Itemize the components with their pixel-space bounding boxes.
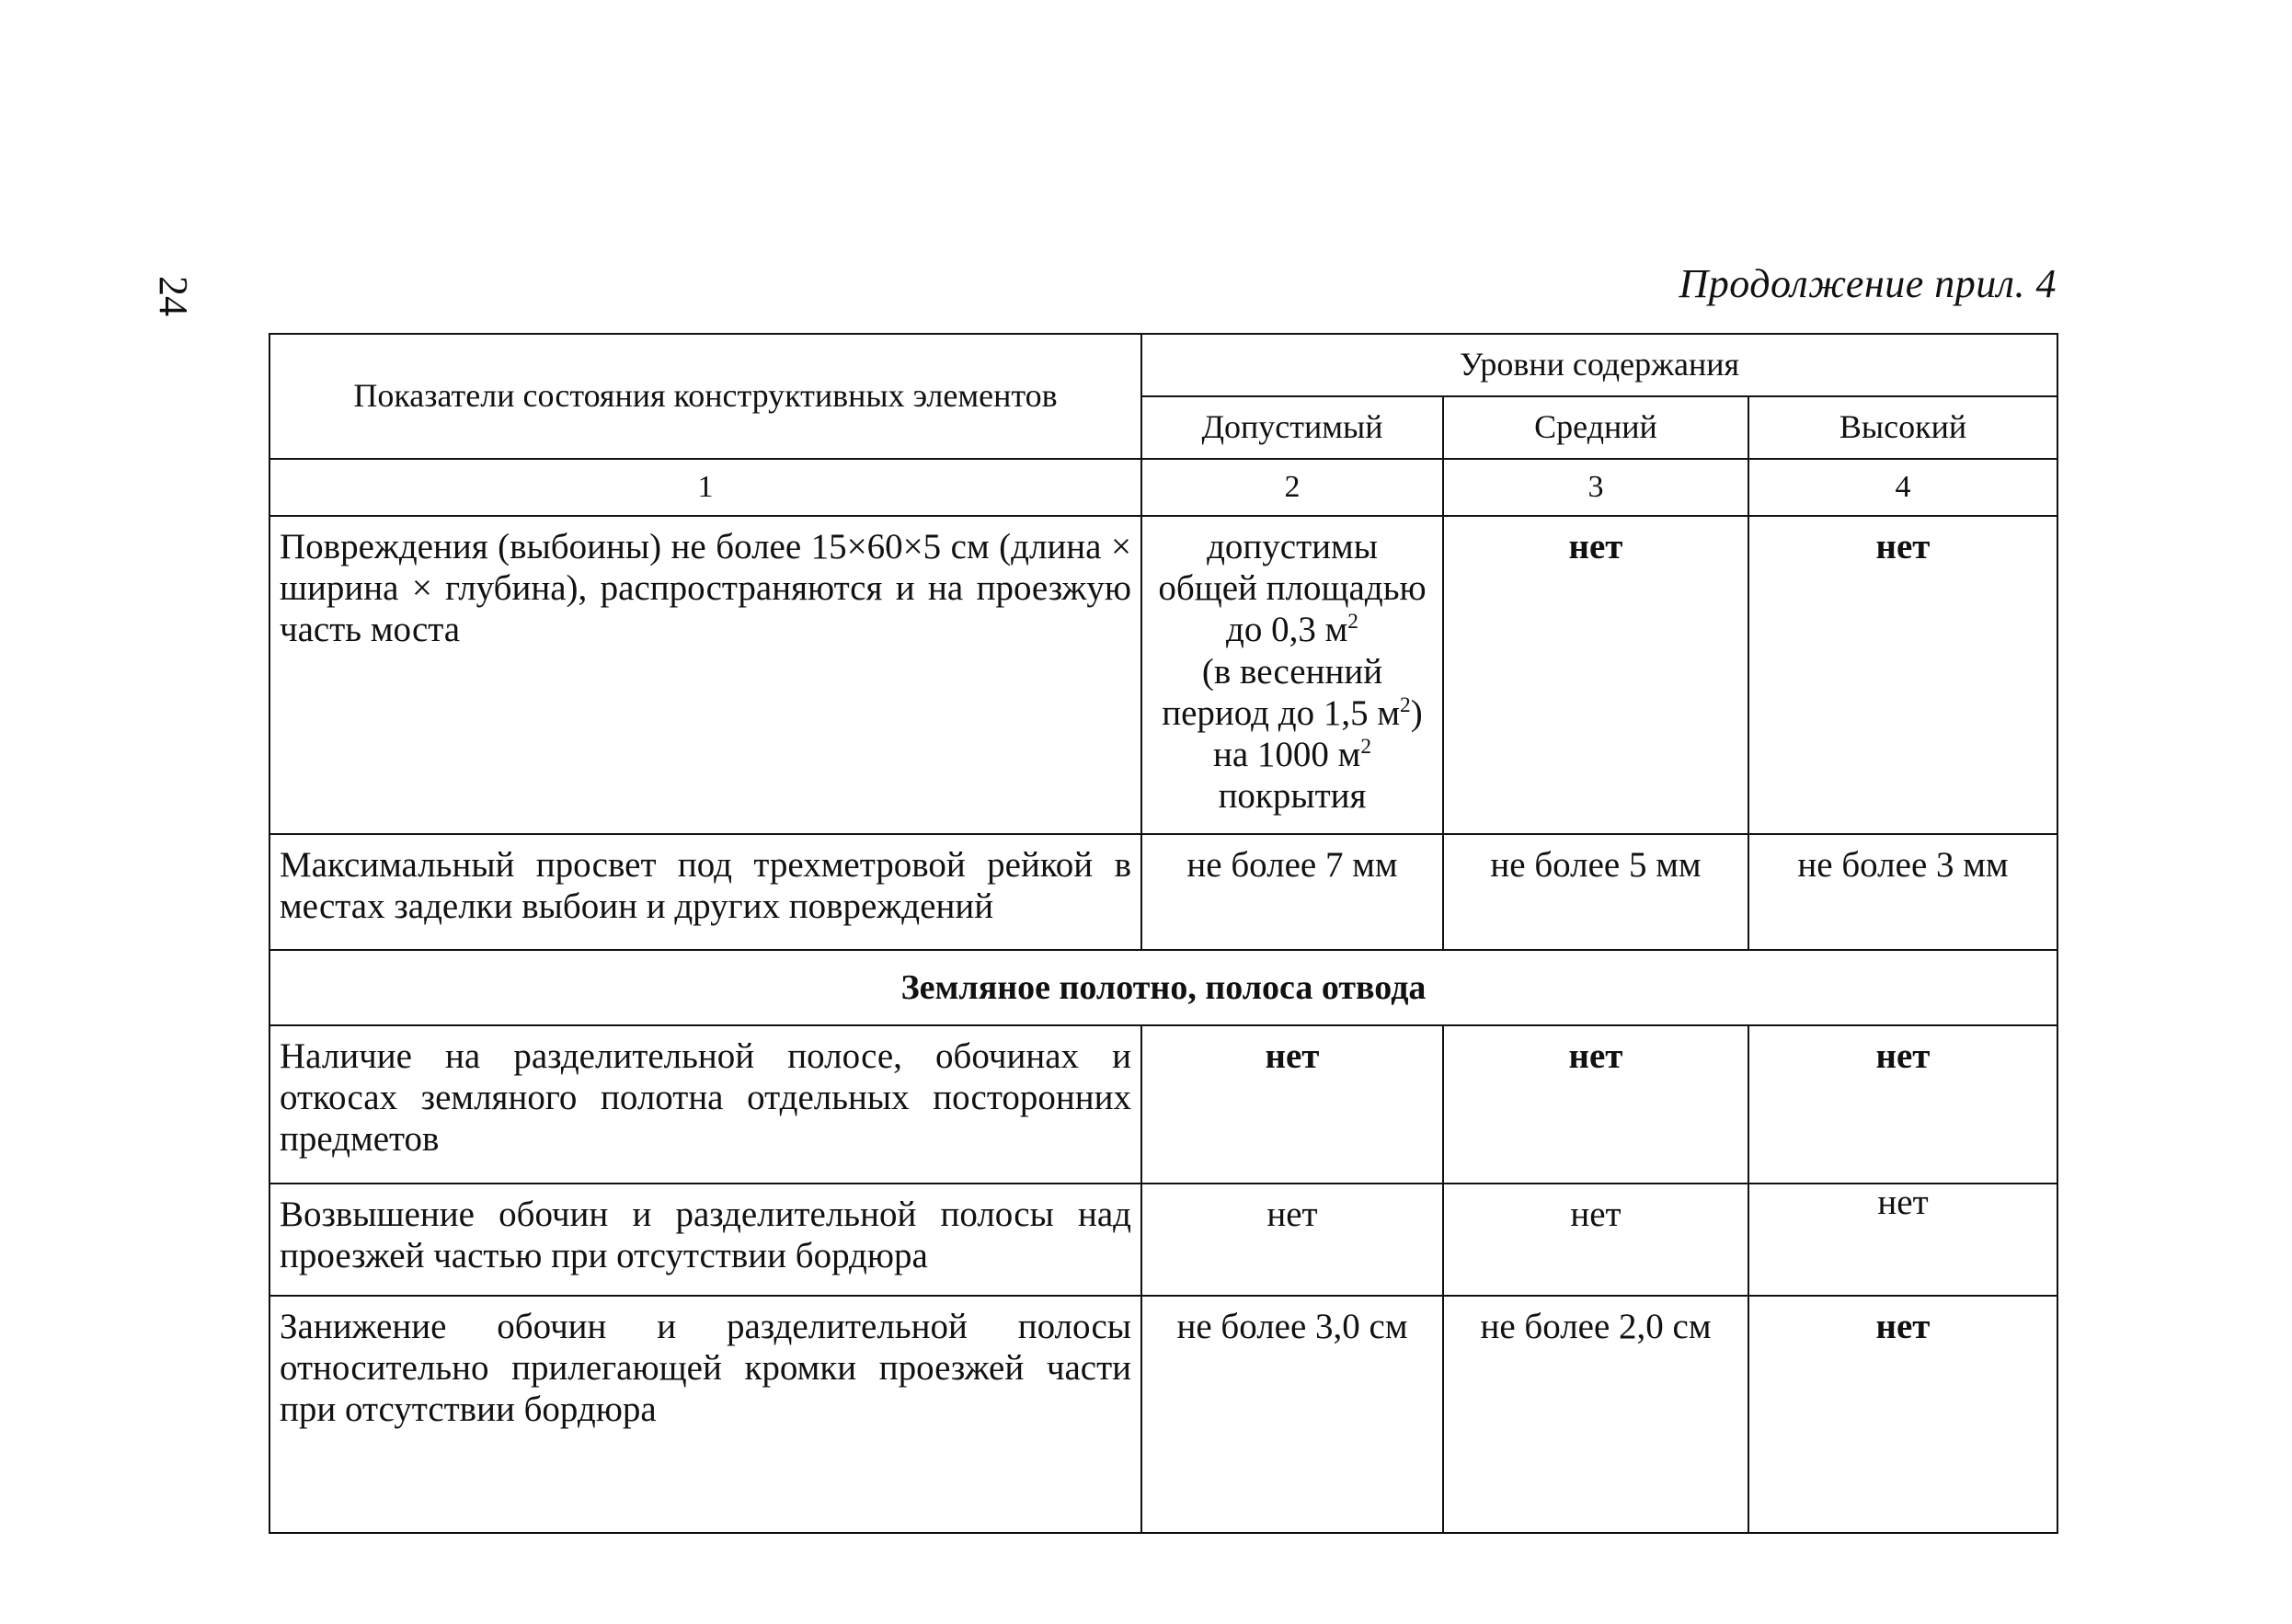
section-row [269, 950, 2057, 1025]
table-row [269, 1025, 2057, 1184]
row-medium-value: нет [1443, 1184, 1748, 1296]
column-number-4: 4 [1748, 459, 2057, 516]
row-allowable-value: нет [1141, 1184, 1443, 1296]
allowable-line: допустимы [1207, 527, 1378, 566]
row-medium-value: нет [1443, 516, 1748, 834]
allowable-line: (в весенний [1201, 651, 1383, 692]
conditions-table [269, 333, 2058, 1534]
column-number-1: 1 [269, 459, 1141, 516]
allowable-line: до 0,3 $м^2$ [1226, 610, 1358, 650]
table-row [269, 1184, 2057, 1296]
row-allowable-value: не более 7 мм [1141, 834, 1443, 950]
header-indicators: Показатели состояния конструктивных элементов [269, 334, 1141, 459]
header-levels: Уровни содержания [1141, 334, 2057, 396]
row-description: Максимальный просвет под трехметровой рейкой в местах заделки выбоин и других повреждений [269, 834, 1141, 950]
table-row [269, 516, 2057, 834]
continuation-label: Продолжение прил. 4 [1679, 261, 2057, 306]
section-title: Земляное полотно, полоса отвода [269, 950, 2057, 1025]
row-medium-value: не более 2,0 см [1443, 1296, 1748, 1533]
allowable-line: период до 1,5 $м^2$) [1162, 692, 1423, 733]
column-number-2: 2 [1141, 459, 1443, 516]
row-description: Занижение обочин и разделительной полосы относительно прилегающей кромки проезжей части при отсутствии бордюра [269, 1296, 1141, 1533]
row-allowable-value: нет [1141, 1025, 1443, 1184]
header-level-high: Высокий [1748, 396, 2057, 459]
row-medium-value: нет [1443, 1025, 1748, 1184]
header-row-top [269, 334, 2057, 396]
header-level-medium: Средний [1443, 396, 1748, 459]
row-allowable-value: не более 3,0 см [1141, 1296, 1443, 1533]
column-number-3: 3 [1443, 459, 1748, 516]
allowable-line: покрытия [1218, 776, 1367, 817]
row-description: Повреждения (выбоины) не более 15×60×5 см (длина × ширина × глубина), распространяются и на проезжую часть моста [269, 516, 1141, 834]
row-high-value: нет [1748, 516, 2057, 834]
row-high-value: нет [1748, 1184, 2057, 1296]
row-high-value: нет [1748, 1296, 2057, 1533]
table-row [269, 834, 2057, 950]
row-allowable-value [1141, 516, 1443, 834]
allowable-line: на 1000 $м^2$ [1212, 735, 1372, 775]
row-high-value: нет [1748, 1025, 2057, 1184]
allowable-line: общей площадью [1158, 568, 1427, 609]
row-description: Наличие на разделительной полосе, обочинах и откосах земляного полотна отдельных посторонних предметов [269, 1025, 1141, 1184]
row-high-value: не более 3 мм [1748, 834, 2057, 950]
row-medium-value: не более 5 мм [1443, 834, 1748, 950]
header-level-allowable: Допустимый [1141, 396, 1443, 459]
table-row [269, 1296, 2057, 1533]
column-number-row [269, 459, 2057, 516]
page-number: 24 [151, 276, 196, 316]
row-description: Возвышение обочин и разделительной полосы над проезжей частью при отсутствии бордюра [269, 1184, 1141, 1296]
